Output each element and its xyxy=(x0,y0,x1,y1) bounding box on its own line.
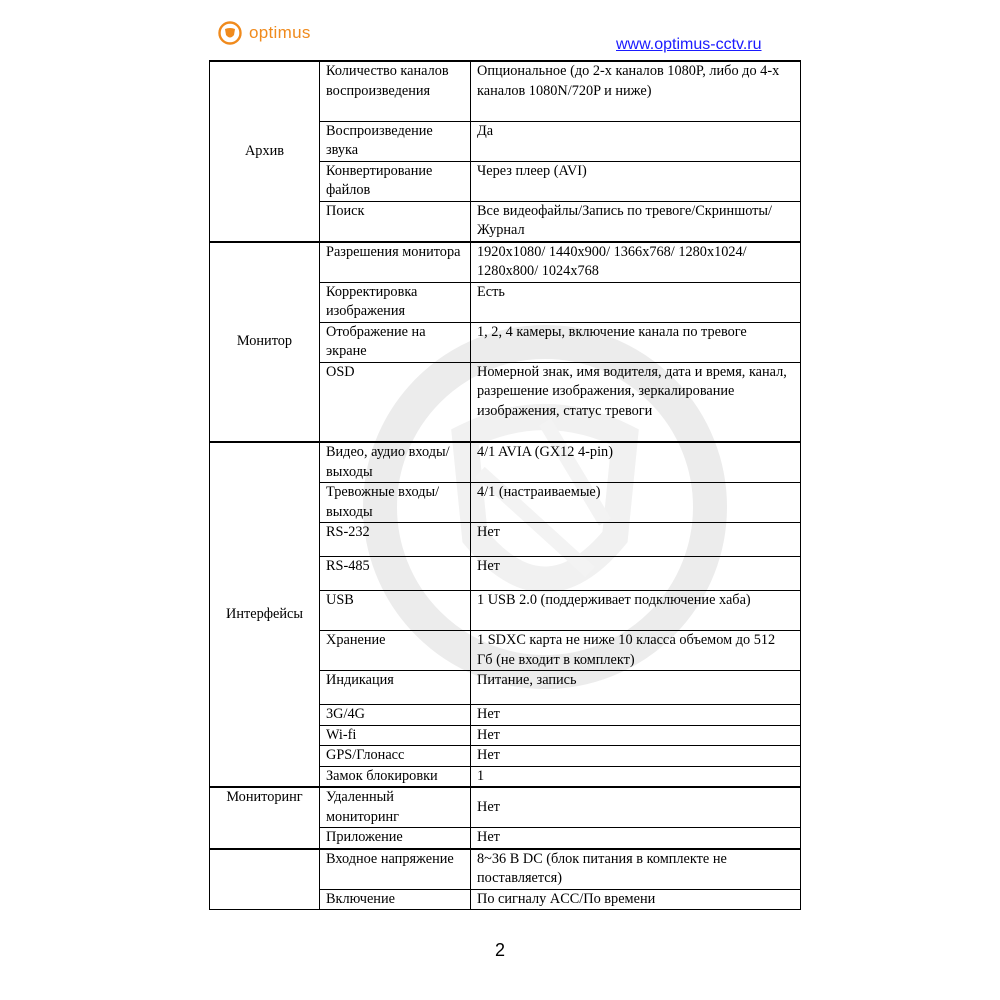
table-row xyxy=(210,442,801,483)
page-number: 2 xyxy=(494,940,505,960)
value-cell: Опциональное (до 2-х каналов 1080P, либо до 4-х каналов 1080N/720P и ниже) xyxy=(471,61,801,121)
parameter-cell: Замок блокировки xyxy=(320,766,471,787)
table-row xyxy=(210,242,801,283)
parameter-cell: Воспроизведение звука xyxy=(320,121,471,161)
parameter-cell: Поиск xyxy=(320,201,471,242)
optimus-logo xyxy=(218,20,311,46)
parameter-cell: Входное напряжение xyxy=(320,849,471,890)
value-cell: По сигналу ACC/По времени xyxy=(471,889,801,910)
value-cell: Нет xyxy=(471,523,801,557)
optimus-logo-icon xyxy=(218,21,242,45)
parameter-cell: 3G/4G xyxy=(320,705,471,726)
table-row xyxy=(210,61,801,121)
value-cell: 1, 2, 4 камеры, включение канала по тревоге xyxy=(471,322,801,362)
value-cell: 4/1 AVIA (GX12 4-pin) xyxy=(471,442,801,483)
category-cell xyxy=(210,849,320,910)
logo-text: optimus xyxy=(249,23,311,42)
parameter-cell: GPS/Глонасс xyxy=(320,746,471,767)
value-cell: Нет xyxy=(471,787,801,828)
parameter-cell: Видео, аудио входы/выходы xyxy=(320,442,471,483)
table-row xyxy=(210,787,801,828)
value-cell: 1 USB 2.0 (поддерживает подключение хаба) xyxy=(471,591,801,631)
spec-table xyxy=(209,60,801,910)
value-cell: 1920x1080/ 1440x900/ 1366x768/ 1280x1024/ 1280x800/ 1024x768 xyxy=(471,242,801,283)
value-cell: 1 SDXC карта не ниже 10 класса объемом до 512 Гб (не входит в комплект) xyxy=(471,631,801,671)
value-cell: Нет xyxy=(471,746,801,767)
value-cell: Питание, запись xyxy=(471,671,801,705)
parameter-cell: OSD xyxy=(320,362,471,442)
parameter-cell: Количество каналов воспроизведения xyxy=(320,61,471,121)
parameter-cell: Отображение на экране xyxy=(320,322,471,362)
category-cell: Мониторинг xyxy=(210,787,320,849)
parameter-cell: Включение xyxy=(320,889,471,910)
parameter-cell: Удаленный мониторинг xyxy=(320,787,471,828)
parameter-cell: Разрешения монитора xyxy=(320,242,471,283)
parameter-cell: Конвертирование файлов xyxy=(320,161,471,201)
parameter-cell: RS-485 xyxy=(320,557,471,591)
parameter-cell: USB xyxy=(320,591,471,631)
value-cell: Нет xyxy=(471,557,801,591)
parameter-cell: Хранение xyxy=(320,631,471,671)
value-cell: Номерной знак, имя водителя, дата и время, канал, разрешение изображения, зеркалирование изображения, статус тревоги xyxy=(471,362,801,442)
value-cell: Есть xyxy=(471,282,801,322)
parameter-cell: Индикация xyxy=(320,671,471,705)
parameter-cell: Тревожные входы/выходы xyxy=(320,483,471,523)
parameter-cell: Корректировка изображения xyxy=(320,282,471,322)
value-cell: 1 xyxy=(471,766,801,787)
table-row xyxy=(210,849,801,890)
website-link[interactable]: www.optimus-cctv.ru xyxy=(616,36,762,53)
parameter-cell: Приложение xyxy=(320,828,471,849)
category-cell: Монитор xyxy=(210,242,320,443)
value-cell: Нет xyxy=(471,828,801,849)
value-cell: Нет xyxy=(471,705,801,726)
category-cell: Архив xyxy=(210,61,320,242)
value-cell: Через плеер (AVI) xyxy=(471,161,801,201)
parameter-cell: RS-232 xyxy=(320,523,471,557)
value-cell: Все видеофайлы/Запись по тревоге/Скриншоты/Журнал xyxy=(471,201,801,242)
value-cell: Нет xyxy=(471,725,801,746)
value-cell: Да xyxy=(471,121,801,161)
category-cell: Интерфейсы xyxy=(210,442,320,787)
value-cell: 8~36 В DC (блок питания в комплекте не поставляется) xyxy=(471,849,801,890)
parameter-cell: Wi-fi xyxy=(320,725,471,746)
value-cell: 4/1 (настраиваемые) xyxy=(471,483,801,523)
